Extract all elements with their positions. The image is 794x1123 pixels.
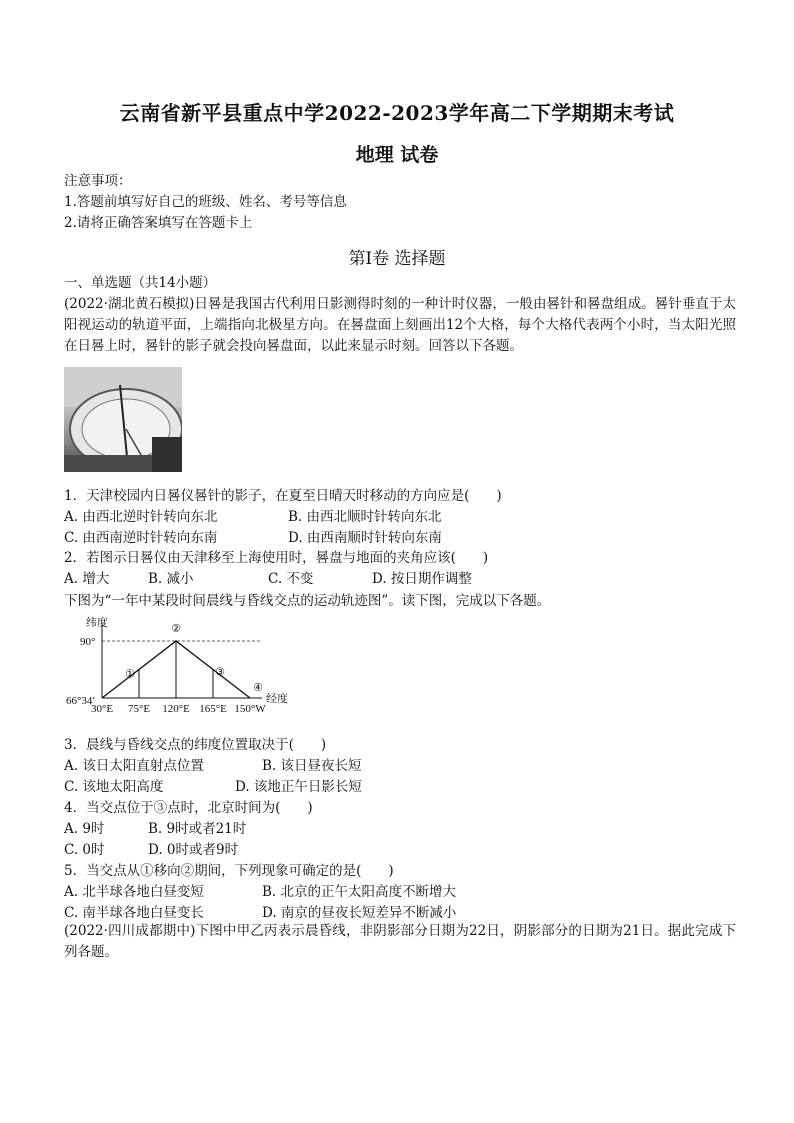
option: D. 该地正午日影长短 — [235, 779, 362, 795]
option: A. 由西北逆时针转向东北 — [64, 509, 218, 525]
material-paragraph: 下图为“一年中某段时间晨线与昏线交点的运动轨迹图”。读下图，完成以下各题。 — [64, 593, 551, 609]
option: D. 由西南顺时针转向东南 — [288, 530, 442, 546]
x-tick-label: 75°E — [127, 703, 151, 715]
x-tick-label: 150°W — [234, 703, 266, 715]
terminator-trajectory-chart — [62, 614, 302, 722]
option: D. 0时或者9时 — [148, 842, 239, 858]
option: C. 由西南逆时针转向东南 — [64, 530, 218, 546]
material-paragraph: (2022·四川成都期中)下图中甲乙丙表示晨昏线，非阴影部分日期为22日，阴影部分的日期为21日。据此完成下列各题。 — [64, 923, 736, 960]
option: D. 南京的昼夜长短差异不断减小 — [262, 905, 457, 921]
option: B. 9时或者21时 — [148, 821, 247, 837]
section-title: 第Ⅰ卷 选择题 — [348, 249, 446, 269]
x-tick-label: 165°E — [199, 703, 227, 715]
point-label: ③ — [215, 666, 225, 679]
option: C. 南半球各地白昼变长 — [64, 905, 204, 921]
question-stem: 3．晨线与昏线交点的纬度位置取决于( ) — [64, 737, 327, 753]
option: B. 该日昼夜长短 — [262, 758, 362, 774]
option: A. 北半球各地白昼变短 — [64, 884, 204, 900]
option: A. 9时 — [64, 821, 105, 837]
y-tick-label: 90° — [80, 636, 96, 648]
x-tick-label: 30°E — [90, 703, 114, 715]
point-label: ④ — [253, 682, 263, 694]
sundial-photo — [64, 367, 182, 472]
notice-item: 2.请将正确答案填写在答题卡上 — [64, 215, 253, 231]
option: C. 不变 — [268, 571, 314, 587]
option: D. 按日期作调整 — [372, 571, 472, 587]
x-axis-label: 经度 — [266, 693, 288, 705]
notice-heading: 注意事项： — [64, 173, 132, 189]
x-tick-label: 120°E — [162, 703, 190, 715]
option: B. 减小 — [148, 571, 194, 587]
y-tick-label: 66°34′ — [66, 695, 95, 707]
question-stem: 5．当交点从①移向②期间，下列现象可确定的是( ) — [64, 863, 394, 879]
exam-title: 云南省新平县重点中学2022-2023学年高二下学期期末考试 — [119, 101, 675, 125]
option: C. 0时 — [64, 842, 105, 858]
exam-subtitle: 地理 试卷 — [355, 144, 439, 166]
question-stem: 1．天津校园内日晷仪晷针的影子，在夏至日晴天时移动的方向应是( ) — [64, 488, 502, 504]
point-label: ② — [171, 623, 181, 635]
notice-item: 1.答题前填写好自己的班级、姓名、考号等信息 — [64, 194, 347, 210]
point-label: ① — [125, 668, 135, 681]
part-title: 一、单选题（共14小题） — [64, 275, 217, 291]
option: C. 该地太阳高度 — [64, 779, 164, 795]
option: A. 该日太阳直射点位置 — [64, 758, 204, 774]
question-stem: 4．当交点位于③点时，北京时间为( ) — [64, 800, 313, 816]
material-paragraph: (2022·湖北黄石模拟)日晷是我国古代利用日影测得时刻的一种计时仪器，一般由晷针和晷盘组成。晷针垂直于太阳视运动的轨道平面，上端指向北极星方向。在晷盘面上刻画出12个大格，每个大格代表两个小时，当太阳光照在日晷上时，晷针的影子就会投向晷盘面，以此来显示时刻。回答以下各题。 — [64, 296, 736, 354]
y-axis-label: 纬度 — [86, 617, 108, 629]
option: B. 由西北顺时针转向东北 — [288, 509, 442, 525]
option: B. 北京的正午太阳高度不断增大 — [262, 884, 457, 900]
question-stem: 2．若图示日晷仪由天津移至上海使用时，晷盘与地面的夹角应该( ) — [64, 550, 489, 566]
option: A. 增大 — [64, 571, 110, 587]
